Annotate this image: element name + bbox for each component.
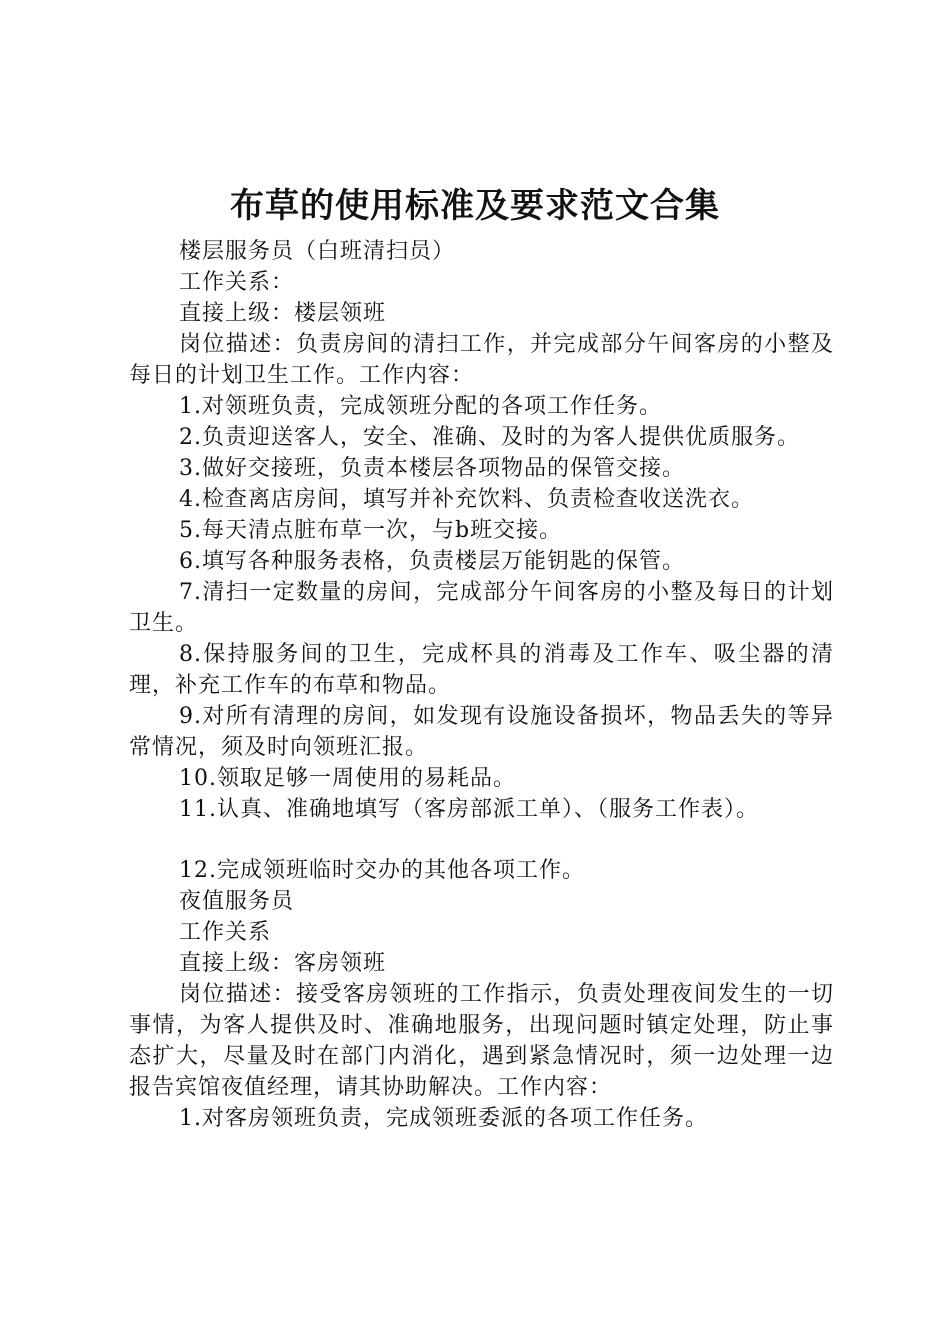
paragraph: 5.每天清点脏布草一次，与b班交接。: [179, 518, 563, 543]
paragraph: 10.领取足够一周使用的易耗品。: [179, 766, 516, 791]
paragraph: 11.认真、准确地填写（客房部派工单）、（服务工作表）。: [179, 797, 759, 822]
paragraph: 12.完成领班临时交办的其他各项工作。: [179, 858, 585, 883]
paragraph-gap: [129, 825, 834, 855]
paragraph: 岗位描述：接受客房领班的工作指示，负责处理夜间发生的一切事情，为客人提供及时、准确地服务，出现问题时镇定处理，防止事态扩大，尽量及时在部门内消化，遇到紧急情况时，须一边处理一边报告宾馆夜值经理，请其协助解决。工作内容：: [129, 982, 834, 1100]
paragraph: 9.对所有清理的房间，如发现有设施设备损坏，物品丢失的等异常情况，须及时向领班汇报。: [129, 704, 834, 760]
paragraph: 4.检查离店房间，填写并补充饮料、负责检查收送洗衣。: [179, 487, 754, 512]
paragraph: 8.保持服务间的卫生，完成杯具的消毒及工作车、吸尘器的清理，补充工作车的布草和物品。: [129, 642, 834, 698]
paragraph: 岗位描述：负责房间的清扫工作，并完成部分午间客房的小整及每日的计划卫生工作。工作内容：: [129, 332, 834, 388]
document-title: 布草的使用标准及要求范文合集: [230, 186, 720, 226]
document-body: [129, 236, 834, 1134]
paragraph: 1.对客房领班负责，完成领班委派的各项工作任务。: [179, 1106, 708, 1131]
paragraph: 工作关系: [179, 920, 272, 945]
paragraph: 楼层服务员（白班清扫员）: [179, 239, 456, 264]
paragraph: 6.填写各种服务表格，负责楼层万能钥匙的保管。: [179, 549, 685, 574]
paragraph: 2.负责迎送客人，安全、准确、及时的为客人提供优质服务。: [179, 425, 800, 450]
paragraph: 7.清扫一定数量的房间，完成部分午间客房的小整及每日的计划卫生。: [129, 580, 834, 636]
paragraph: 夜值服务员: [179, 889, 295, 914]
paragraph: 1.对领班负责，完成领班分配的各项工作任务。: [179, 394, 662, 419]
paragraph: 3.做好交接班，负责本楼层各项物品的保管交接。: [179, 456, 685, 481]
paragraph: 直接上级：客房领班: [179, 951, 387, 976]
paragraph: 直接上级：楼层领班: [179, 301, 387, 326]
paragraph: 工作关系：: [179, 270, 295, 295]
